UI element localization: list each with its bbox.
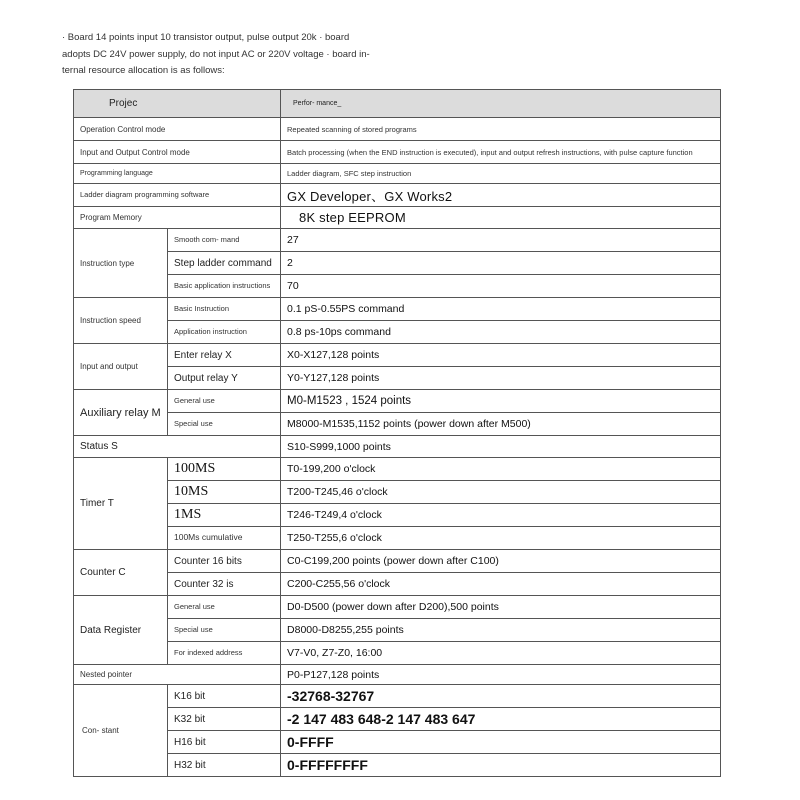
- row-label: Operation Control mode: [74, 118, 281, 141]
- row-value: 2: [281, 252, 721, 275]
- header-performance: Perfor- mance_: [281, 90, 721, 118]
- table-row: [74, 413, 721, 436]
- row-value: P0-P127,128 points: [281, 665, 721, 685]
- row-label: Ladder diagram programming software: [74, 184, 281, 207]
- sub-label: K16 bit: [168, 685, 281, 708]
- row-value: D8000-D8255,255 points: [281, 619, 721, 642]
- row-value: T250-T255,6 o'clock: [281, 527, 721, 550]
- row-value: C200-C255,56 o'clock: [281, 573, 721, 596]
- row-value: Repeated scanning of stored programs: [281, 118, 721, 141]
- table-row: [74, 458, 721, 481]
- row-label: Program Memory: [74, 207, 281, 229]
- table-row: [74, 573, 721, 596]
- row-label: Status S: [74, 436, 281, 458]
- table-row: [74, 229, 721, 252]
- sub-label: H32 bit: [168, 754, 281, 777]
- table-row: [74, 207, 721, 229]
- row-value: Ladder diagram, SFC step instruction: [281, 164, 721, 184]
- row-value: M0-M1523 , 1524 points: [281, 390, 721, 413]
- group-label: Auxiliary relay M: [74, 390, 168, 436]
- row-value: T200-T245,46 o'clock: [281, 481, 721, 504]
- sub-label: General use: [168, 390, 281, 413]
- row-value: 0-FFFFFFFF: [281, 754, 721, 777]
- table-row: [74, 619, 721, 642]
- table-row: [74, 298, 721, 321]
- sub-label: 1MS: [168, 504, 281, 527]
- row-value: X0-X127,128 points: [281, 344, 721, 367]
- table-row: [74, 321, 721, 344]
- table-row: [74, 344, 721, 367]
- row-value: T246-T249,4 o'clock: [281, 504, 721, 527]
- table-row: [74, 731, 721, 754]
- sub-label: Enter relay X: [168, 344, 281, 367]
- row-value: 0.1 pS-0.55PS command: [281, 298, 721, 321]
- table-row: [74, 550, 721, 573]
- group-label: Instruction type: [74, 229, 168, 298]
- table-row: [74, 642, 721, 665]
- row-value: 0.8 ps-10ps command: [281, 321, 721, 344]
- table-row: [74, 665, 721, 685]
- sub-label: K32 bit: [168, 708, 281, 731]
- row-value: 8K step EEPROM: [281, 207, 721, 229]
- sub-label: 100MS: [168, 458, 281, 481]
- row-value: 0-FFFF: [281, 731, 721, 754]
- row-value: -32768-32767: [281, 685, 721, 708]
- table-row: [74, 252, 721, 275]
- sub-label: Smooth com- mand: [168, 229, 281, 252]
- header-item: Projec: [74, 90, 281, 118]
- group-label: Timer T: [74, 458, 168, 550]
- sub-label: Output relay Y: [168, 367, 281, 390]
- intro-text: [62, 30, 402, 80]
- intro-line: ternal resource allocation is as follows:: [62, 65, 225, 76]
- table-row: [74, 685, 721, 708]
- table-row: [74, 367, 721, 390]
- sub-label: Application instruction: [168, 321, 281, 344]
- group-label: Counter C: [74, 550, 168, 596]
- row-value: D0-D500 (power down after D200),500 points: [281, 596, 721, 619]
- resource-table: [73, 89, 721, 777]
- table-row: [74, 527, 721, 550]
- table-row: [74, 118, 721, 141]
- sub-label: General use: [168, 596, 281, 619]
- sub-label: Special use: [168, 413, 281, 436]
- table-row: [74, 390, 721, 413]
- sub-label: H16 bit: [168, 731, 281, 754]
- row-value: 27: [281, 229, 721, 252]
- table-row: [74, 481, 721, 504]
- table-row: [74, 504, 721, 527]
- row-label: Input and Output Control mode: [74, 141, 281, 164]
- table-row: [74, 708, 721, 731]
- row-value: M8000-M1535,1152 points (power down after M500): [281, 413, 721, 436]
- table-row: [74, 164, 721, 184]
- sub-label: For indexed address: [168, 642, 281, 665]
- group-label: Instruction speed: [74, 298, 168, 344]
- row-value: V7-V0, Z7-Z0, 16:00: [281, 642, 721, 665]
- table-header-row: [74, 90, 721, 118]
- sub-label: Basic Instruction: [168, 298, 281, 321]
- table-row: [74, 275, 721, 298]
- sub-label: 100Ms cumulative: [168, 527, 281, 550]
- group-label: Input and output: [74, 344, 168, 390]
- row-value: C0-C199,200 points (power down after C100): [281, 550, 721, 573]
- row-label: Nested pointer: [74, 665, 281, 685]
- group-label: Data Register: [74, 596, 168, 665]
- sub-label: Counter 16 bits: [168, 550, 281, 573]
- table-row: [74, 596, 721, 619]
- sub-label: 10MS: [168, 481, 281, 504]
- intro-line: adopts DC 24V power supply, do not input AC or 220V voltage · board in-: [62, 48, 370, 60]
- sub-label: Step ladder command: [168, 252, 281, 275]
- intro-line: · Board 14 points input 10 transistor output, pulse output 20k · board: [62, 32, 350, 43]
- row-value: Batch processing (when the END instruction is executed), input and output refresh instructions, with pulse capture function: [281, 141, 721, 164]
- row-value: T0-199,200 o'clock: [281, 458, 721, 481]
- table-row: [74, 754, 721, 777]
- row-value: -2 147 483 648-2 147 483 647: [281, 708, 721, 731]
- table-row: [74, 184, 721, 207]
- row-value: 70: [281, 275, 721, 298]
- table-row: [74, 141, 721, 164]
- table-row: [74, 436, 721, 458]
- row-label: Programming language: [74, 164, 281, 184]
- sub-label: Special use: [168, 619, 281, 642]
- row-value: GX Developer、GX Works2: [281, 184, 721, 207]
- row-value: Y0-Y127,128 points: [281, 367, 721, 390]
- sub-label: Counter 32 is: [168, 573, 281, 596]
- sub-label: Basic application instructions: [168, 275, 281, 298]
- row-value: S10-S999,1000 points: [281, 436, 721, 458]
- group-label: Con- stant: [74, 685, 168, 777]
